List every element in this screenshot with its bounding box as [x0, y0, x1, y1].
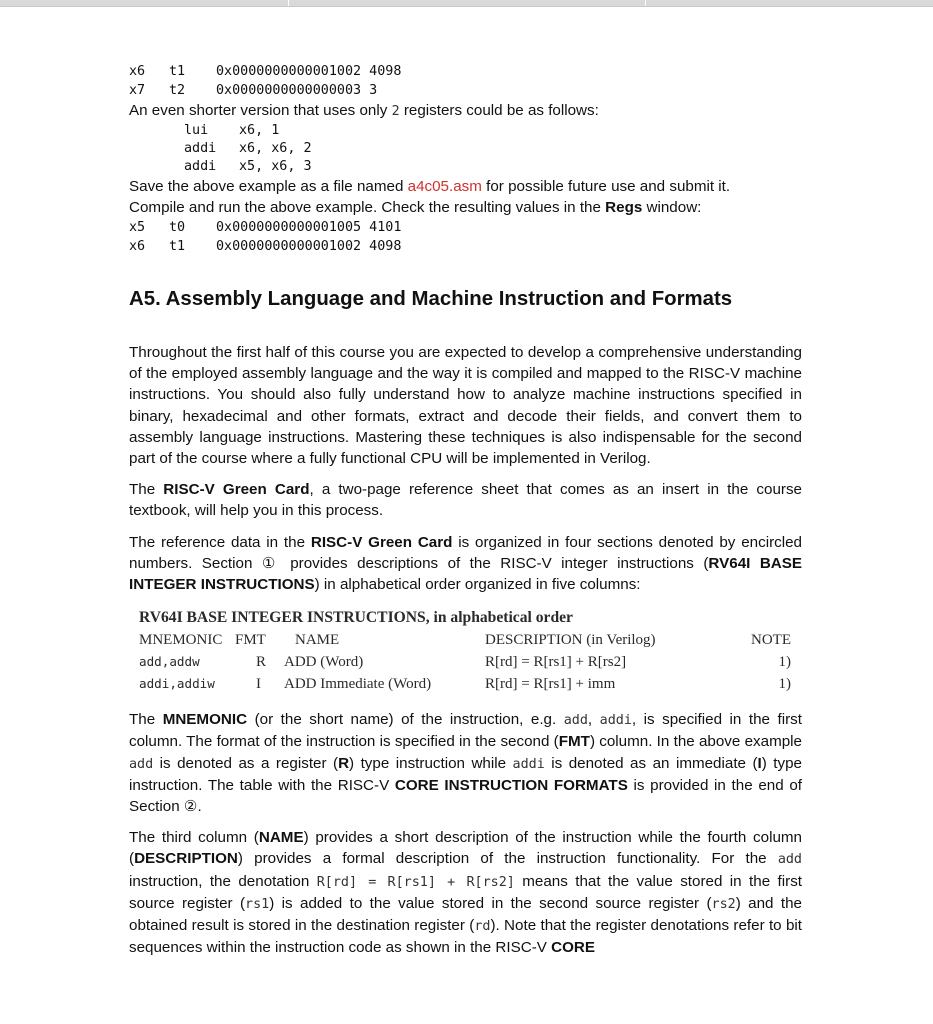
header-fmt: FMT [235, 632, 266, 649]
top-toolbar-strip [0, 0, 933, 7]
section-heading: A5. Assembly Language and Machine Instruction and Formats [129, 288, 733, 310]
code-line: addi x5, x6, 3 [184, 159, 312, 174]
filename-link: a4c05.asm [407, 178, 482, 195]
circled-number-2: ② [183, 798, 198, 816]
paragraph-mnemonic: The MNEMONIC (or the short name) of the instruction, e.g. add, addi, is specified in the first column. The format of the instruction is specified in the second (FMT) column. In the above example add is denoted as a register (R) type instruction while addi is denoted as an immediate (I) type instruction. The table with the RISC-V CORE INSTRUCTION FORMATS is provided in the end of Section ②. [129, 711, 803, 816]
paragraph-green-card: The RISC-V Green Card, a two-page reference sheet that comes as an insert in the course textbook, will help you in this process. [129, 481, 802, 520]
assembly-code-block [129, 122, 802, 176]
header-note: NOTE [751, 632, 791, 649]
paragraph-reference-sections: The reference data in the RISC-V Green Card is organized in four sections denoted by encircled numbers. Section ① provides descriptions of the RISC-V integer instructions (RV64I BASE INTEGER INSTRUCTIONS) in alphabetical order organized in five columns: [129, 533, 803, 594]
register-row: x7 t2 0x0000000000000003 3 [129, 83, 378, 98]
save-instruction: Save the above example as a file named a4c05.asm for possible future use and submit it. [129, 178, 731, 195]
header-description: DESCRIPTION (in Verilog) [485, 632, 656, 649]
header-mnemonic: MNEMONIC [139, 632, 223, 649]
shorter-version-intro: An even shorter version that uses only 2 registers could be as follows: [129, 102, 599, 119]
table-row: addi,addiw I ADD Immediate (Word) R[rd] = R[rs1] + imm 1) [139, 676, 791, 693]
toolbar-divider [645, 0, 646, 6]
table-title: RV64I BASE INTEGER INSTRUCTIONS, in alphabetical order [139, 609, 573, 627]
paragraph-overview: Throughout the first half of this course you are expected to develop a comprehensive understanding of the employed assembly language and the way it is compiled and mapped to the RISC-V machine instructions. You should also fully understand how to analyze machine instructions specified in binary, hexadecimal and other formats, extract and decode their fields, and convert them to assembly language instructions. Mastering these techniques is also indispensable for the second part of the course where a fully functional CPU will be implemented in Verilog. [129, 344, 802, 468]
register-row: x5 t0 0x0000000000001005 4101 [129, 220, 402, 235]
register-row: x6 t1 0x0000000000001002 4098 [129, 239, 402, 254]
toolbar-divider [288, 0, 289, 6]
document-page [129, 62, 802, 958]
code-line: lui x6, 1 [184, 123, 280, 138]
header-name: NAME [295, 632, 340, 649]
register-listing-bottom [129, 218, 802, 256]
table-row: add,addw R ADD (Word) R[rd] = R[rs1] + R[rs2] 1) [139, 654, 791, 671]
paragraph-description-column: The third column (NAME) provides a short description of the instruction while the fourth column (DESCRIPTION) provides a formal description of the instruction functionality. For the add instruction, the denotation R[rd] = R[rs1] + R[rs2] means that the value stored in the first source register (rs1) is added to the value stored in the second source register (rs2) and the obtained result is stored in the destination register (rd). Note that the register denotations refer to bit sequences within the instruction code as shown in the RISC-V CORE [129, 829, 803, 957]
register-row: x6 t1 0x0000000000001002 4098 [129, 64, 402, 79]
register-listing-top [129, 62, 802, 100]
table-header-row [139, 629, 797, 651]
code-line: addi x6, x6, 2 [184, 141, 312, 156]
circled-number-1: ① [261, 554, 281, 572]
green-card-excerpt-table [139, 607, 797, 695]
compile-instruction: Compile and run the above example. Check the resulting values in the Regs window: [129, 199, 702, 216]
